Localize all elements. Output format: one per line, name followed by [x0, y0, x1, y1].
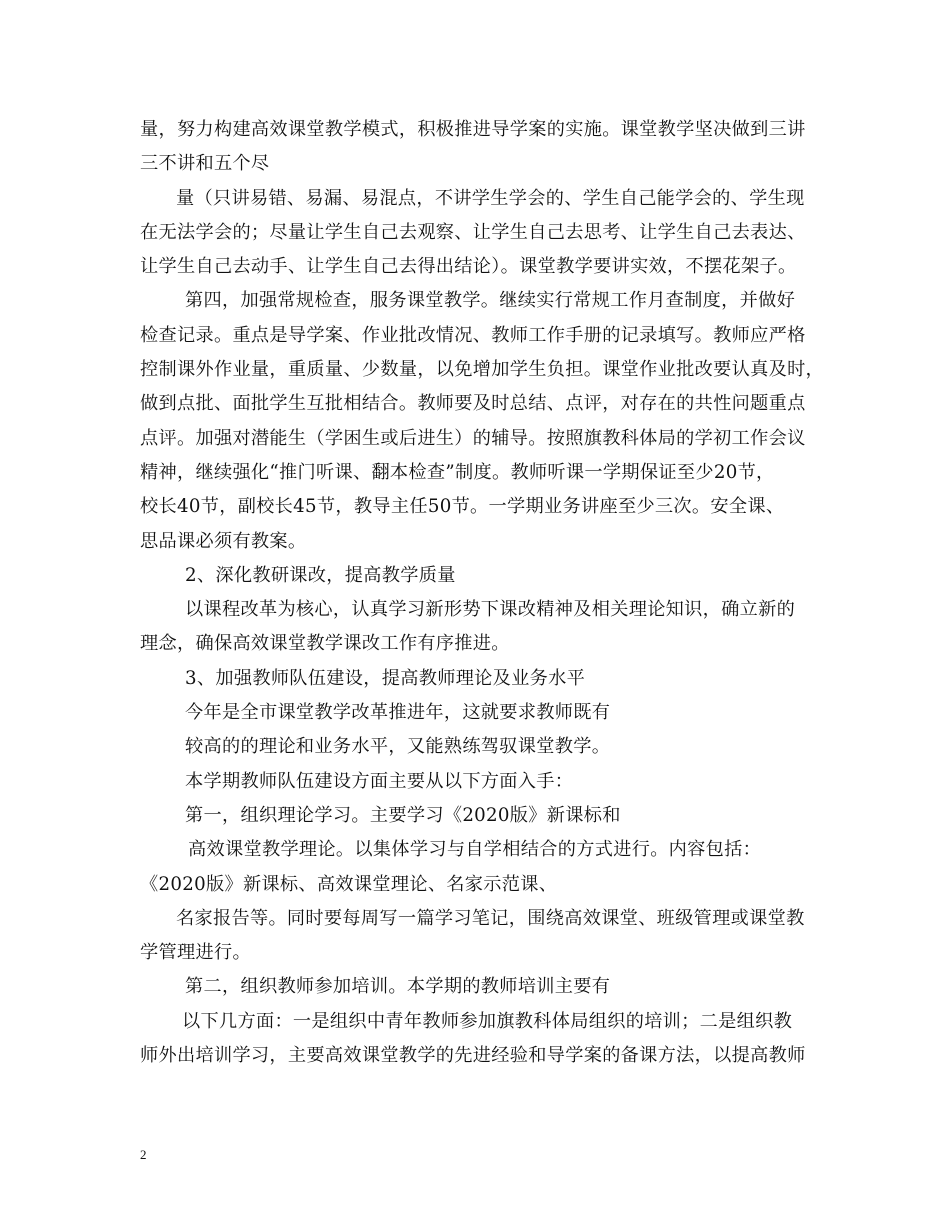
text-line: 在无法学会的；尽量让学生自己去观察、让学生自己去思考、让学生自己去表达、: [140, 221, 806, 243]
text-line: 第二，组织教师参加培训。本学期的教师培训主要有: [185, 976, 611, 998]
text-line: 以下几方面：一是组织中青年教师参加旗教科体局组织的培训；二是组织教: [182, 1010, 793, 1032]
text-line: 2、深化教研课改，提高教学质量: [185, 564, 456, 586]
text-line: 校长40节，副校长45节，教导主任50节。一学期业务讲座至少三次。安全课、: [140, 496, 785, 518]
text-line: 精神，继续强化“推门听课、翻本检查”制度。教师听课一学期保证至少20节，: [140, 461, 775, 483]
text-line: 理念，确保高效课堂教学课改工作有序推进。: [140, 633, 510, 655]
text-line: 师外出培训学习，主要高效课堂教学的先进经验和导学案的备课方法，以提高教师: [140, 1045, 806, 1067]
text-line: 名家报告等。同时要每周写一篇学习笔记，围绕高效课堂、班级管理或课堂教: [176, 907, 805, 929]
text-line: 量（只讲易错、易漏、易混点，不讲学生学会的、学生自己能学会的、学生现: [176, 187, 805, 209]
text-line: 量，努力构建高效课堂教学模式，积极推进导学案的实施。课堂教学坚决做到三讲: [140, 119, 806, 140]
text-line: 较高的的理论和业务水平，又能熟练驾驭课堂教学。: [185, 736, 611, 758]
text-line: 检查记录。重点是导学案、作业批改情况、教师工作手册的记录填写。教师应严格: [140, 324, 806, 346]
text-line: 思品课必须有教案。: [140, 530, 307, 552]
text-line: 做到点批、面批学生互批相结合。教师要及时总结、点评，对存在的共性问题重点: [140, 393, 806, 415]
text-line: 三不讲和五个尽: [140, 153, 270, 175]
text-line: 今年是全市课堂教学改革推进年，这就要求教师既有: [185, 702, 611, 724]
text-line: 本学期教师队伍建设方面主要从以下方面入手：: [185, 770, 574, 792]
text-line: 《2020版》新课标、高效课堂理论、名家示范课、: [140, 873, 558, 895]
text-line: 控制课外作业量，重质量、少数量，以免增加学生负担。课堂作业批改要认真及时，: [140, 359, 825, 381]
text-line: 学管理进行。: [140, 942, 251, 964]
text-line: 第四，加强常规检查，服务课堂教学。继续实行常规工作月查制度，并做好: [185, 290, 796, 312]
text-line: 高效课堂教学理论。以集体学习与自学相结合的方式进行。内容包括：: [188, 839, 762, 861]
text-line: 以课程改革为核心，认真学习新形势下课改精神及相关理论知识，确立新的: [185, 599, 796, 621]
text-line: 点评。加强对潜能生（学困生或后进生）的辅导。按照旗教科体局的学初工作会议: [140, 427, 806, 449]
page-number: 2: [140, 1147, 147, 1162]
text-line: 让学生自己去动手、让学生自己去得出结论）。课堂教学要讲实效，不摆花架子。: [140, 256, 797, 278]
text-line: 3、加强教师队伍建设，提高教师理论及业务水平: [185, 667, 586, 689]
text-line: 第一，组织理论学习。主要学习《2020版》新课标和: [185, 804, 621, 826]
document-body: [140, 113, 830, 1073]
